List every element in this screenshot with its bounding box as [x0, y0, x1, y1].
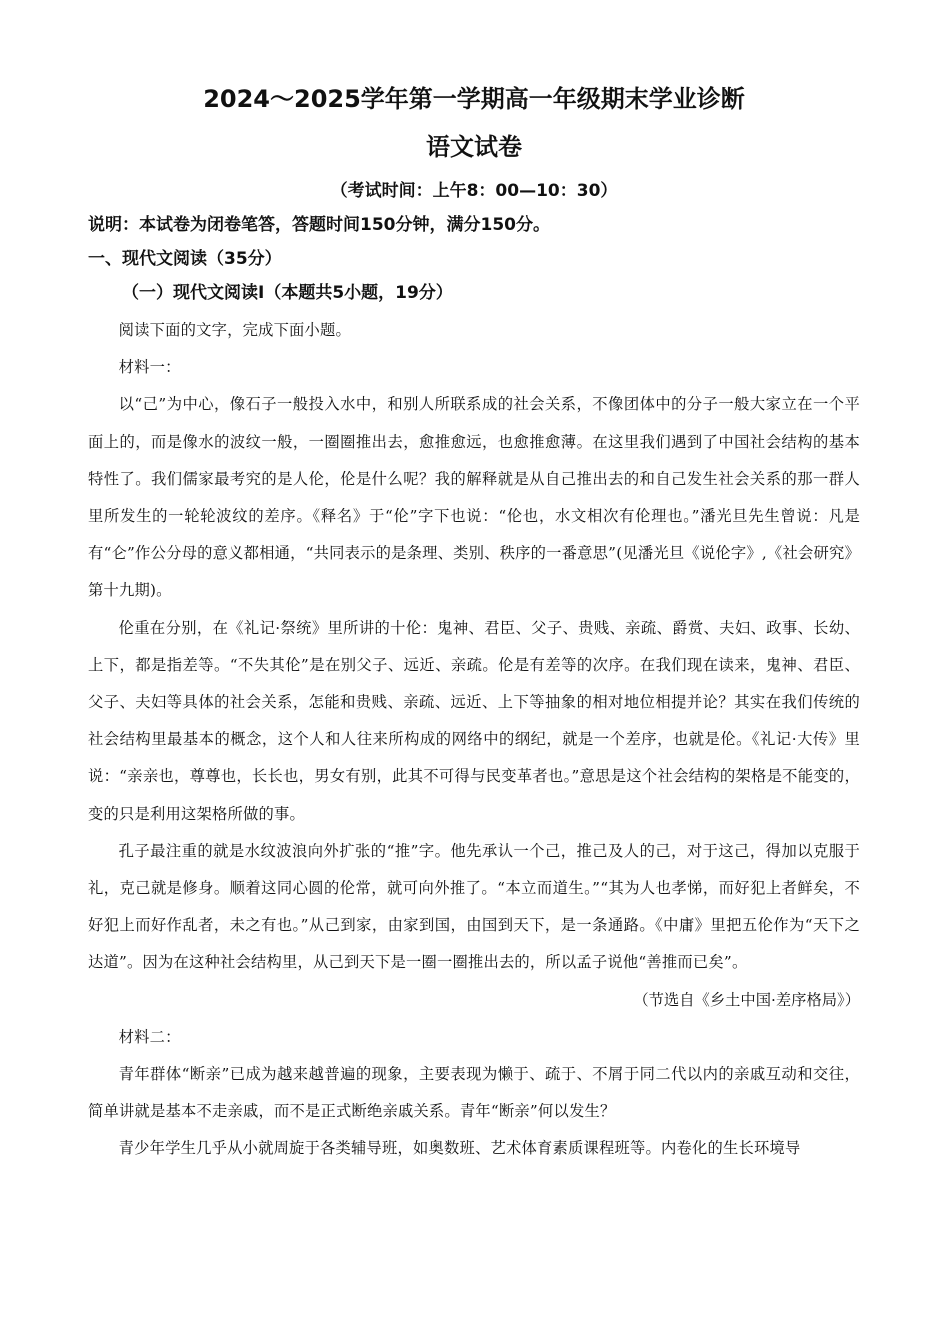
material1-paragraph: 孔子最注重的就是水纹波浪向外扩张的“推”字。他先承认一个己，推己及人的己，对于这己，得加以克服于礼，克己就是修身。顺着这同心圆的伦常，就可向外推了。“本立而道生。”“其为人也孝悌，而好犯上者鲜矣，不好犯上而好作乱者，未之有也。”从己到家，由家到国，由国到天下，是一条通路。《中庸》里把五伦作为“天下之达道”。因为在这种社会结构里，从己到天下是一圈一圈推出去的，所以孟子说他“善推而已矣”。: [88, 841, 860, 972]
material1-paragraph: 以“己”为中心，像石子一般投入水中，和别人所联系成的社会关系，不像团体中的分子一般大家立在一个平面上的，而是像水的波纹一般，一圈圈推出去，愈推愈远，也愈推愈薄。在这里我们遇到了中国社会结构的基本特性了。我们儒家最考究的是人伦，伦是什么呢？我的解释就是从自己推出去的和自己发生社会关系的那一群人里所发生的一轮轮波纹的差序。《释名》于“伦”字下也说：“伦也，水文相次有伦理也。”潘光旦先生曾说：凡是有“仑”作公分母的意义都相通，“共同表示的是条理、类别、秩序的一番意思”(见潘光旦《说伦字》,《社会研究》第十九期)。: [88, 395, 860, 600]
exam-time: （考试时间：上午8：00—10：30）: [330, 181, 618, 201]
exam-page: [88, 78, 860, 1168]
sub-section-title: （一）现代文阅读Ⅰ（本题共5小题，19分）: [122, 283, 453, 303]
material1-paragraph: 伦重在分别，在《礼记·祭统》里所讲的十伦：鬼神、君臣、父子、贵贱、亲疏、爵赏、夫妇、政事、长幼、上下，都是指差等。“不失其伦”是在别父子、远近、亲疏。伦是有差等的次序。在我们现在读来，鬼神、君臣、父子、夫妇等具体的社会关系，怎能和贵贱、亲疏、远近、上下等抽象的相对地位相提并论？其实在我们传统的社会结构里最基本的概念，这个人和人往来所构成的网络中的纲纪，就是一个差序，也就是伦。《礼记·大传》里说：“亲亲也，尊尊也，长长也，男女有别，此其不可得与民变革者也。”意思是这个社会结构的架格是不能变的，变的只是利用这架格所做的事。: [88, 618, 860, 823]
material2-paragraph: 青少年学生几乎从小就周旋于各类辅导班，如奥数班、艺术体育素质课程班等。内卷化的生长环境导: [118, 1139, 801, 1158]
material1-label: 材料一：: [118, 358, 181, 377]
material2-paragraph: 青年群体“断亲”已成为越来越普遍的现象，主要表现为懒于、疏于、不屑于同二代以内的亲戚互动和交往，简单讲就是基本不走亲戚，而不是正式断绝亲戚关系。青年“断亲”何以发生？: [88, 1065, 860, 1121]
exam-subtitle: 语文试卷: [426, 133, 522, 161]
material1-source: （节选自《乡土中国·差序格局》）: [633, 990, 860, 1009]
section-title: 一、现代文阅读（35分）: [88, 249, 282, 269]
exam-title: 2024～2025学年第一学期高一年级期末学业诊断: [203, 85, 745, 113]
instruction: 阅读下面的文字，完成下面小题。: [118, 321, 352, 339]
exam-note: 说明：本试卷为闭卷笔答，答题时间150分钟，满分150分。: [88, 215, 550, 235]
material2-label: 材料二：: [118, 1027, 181, 1046]
